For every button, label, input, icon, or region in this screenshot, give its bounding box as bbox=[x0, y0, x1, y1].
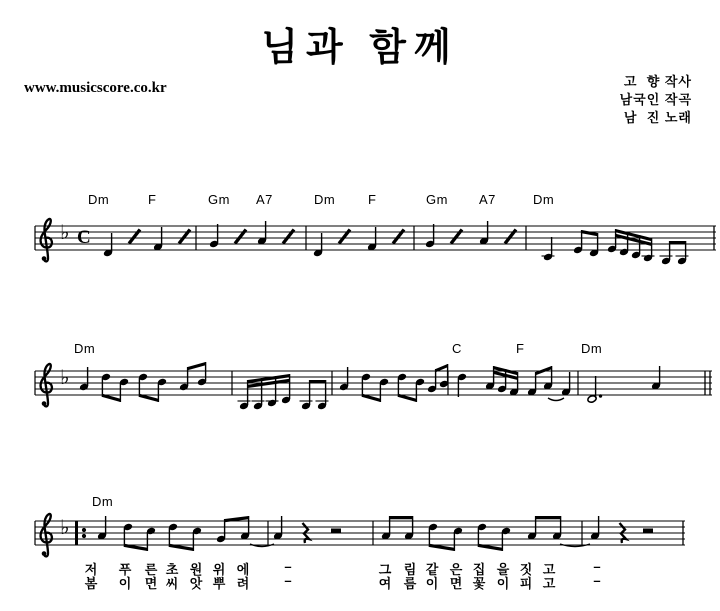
chord-label: F bbox=[148, 192, 157, 207]
chord-label: F bbox=[368, 192, 377, 207]
lyric-syllable-line2: 이 bbox=[118, 576, 132, 591]
lyric-syllable-line1: – bbox=[284, 559, 292, 574]
lyric-syllable-line2: 려 bbox=[236, 576, 250, 591]
chord-label: A7 bbox=[479, 192, 496, 207]
chord-label: Dm bbox=[314, 192, 336, 207]
song-title: 님과 함께 bbox=[261, 27, 459, 69]
key-signature-flat-icon: ♭ bbox=[60, 220, 70, 244]
lyric-syllable-line2: 름 bbox=[403, 576, 417, 591]
time-signature-common: C bbox=[77, 227, 91, 248]
lyric-syllable-line1: 그 bbox=[378, 562, 392, 577]
lyric-syllable-line2: 고 bbox=[542, 576, 556, 591]
credit-composer: 남국인 작곡 bbox=[619, 92, 692, 107]
chord-label: Dm bbox=[88, 192, 110, 207]
lyric-syllable-line1: 위 bbox=[212, 562, 226, 577]
lyric-syllable-line1: 초 bbox=[165, 562, 179, 577]
credit-singer: 남 진 노래 bbox=[623, 110, 692, 125]
lyric-syllable-line1: 푸 bbox=[118, 562, 132, 577]
lyric-syllable-line2: 꽃 bbox=[472, 576, 486, 591]
lyric-syllable-line2: 씨 bbox=[165, 576, 179, 591]
lyric-syllable-line1: 저 bbox=[84, 562, 98, 577]
lyric-syllable-line1: 림 bbox=[403, 562, 417, 577]
credit-lyricist: 고 향 작사 bbox=[623, 74, 692, 89]
lyric-syllable-line1: 짓 bbox=[519, 562, 533, 577]
key-signature-flat-icon: ♭ bbox=[60, 515, 70, 539]
key-signature-flat-icon: ♭ bbox=[60, 365, 70, 389]
lyric-syllable-line1: 같 bbox=[425, 562, 439, 577]
chord-label: C bbox=[452, 341, 462, 356]
lyric-syllable-line1: 에 bbox=[236, 562, 250, 577]
lyric-syllable-line1: 원 bbox=[189, 562, 203, 577]
lyric-syllable-line1: 을 bbox=[496, 562, 510, 577]
chord-label: Dm bbox=[533, 192, 555, 207]
lyric-syllable-line2: 이 bbox=[425, 576, 439, 591]
chord-label: A7 bbox=[256, 192, 273, 207]
lyric-syllable-line1: 고 bbox=[542, 562, 556, 577]
lyric-syllable-line2: 면 bbox=[144, 576, 158, 591]
lyric-syllable-line1: 집 bbox=[472, 562, 486, 577]
lyric-syllable-line2: 면 bbox=[449, 576, 463, 591]
lyric-syllable-line2: 피 bbox=[519, 576, 533, 591]
chord-label: Gm bbox=[426, 192, 448, 207]
lyric-syllable-line1: 른 bbox=[144, 562, 158, 577]
chord-label: Dm bbox=[74, 341, 96, 356]
chord-label: Dm bbox=[92, 494, 114, 509]
lyric-syllable-line1: 은 bbox=[449, 562, 463, 577]
chord-label: Dm bbox=[581, 341, 603, 356]
lyric-syllable-line1: – bbox=[593, 559, 601, 574]
lyric-syllable-line2: 뿌 bbox=[212, 576, 226, 591]
lyric-syllable-line2: – bbox=[284, 573, 292, 588]
site-watermark: www.musicscore.co.kr bbox=[24, 80, 167, 96]
lyric-syllable-line2: 여 bbox=[378, 576, 392, 591]
lyric-syllable-line2: 이 bbox=[496, 576, 510, 591]
lyric-syllable-line2: – bbox=[593, 573, 601, 588]
chord-label: Gm bbox=[208, 192, 230, 207]
lyric-syllable-line2: 앗 bbox=[189, 576, 203, 591]
lyric-syllable-line2: 봄 bbox=[84, 576, 98, 591]
chord-label: F bbox=[516, 341, 525, 356]
